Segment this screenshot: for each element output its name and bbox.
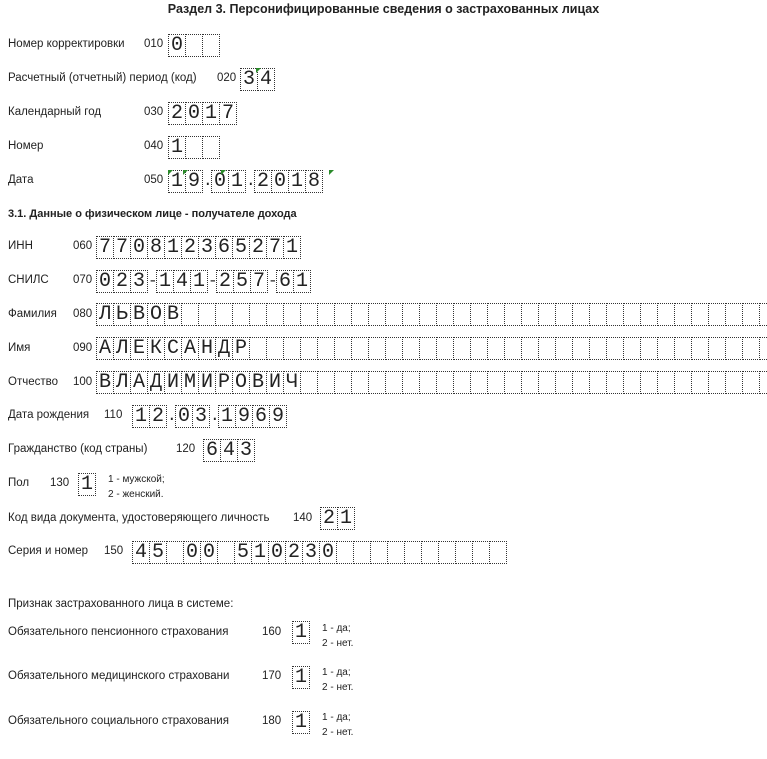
char-cell xyxy=(623,337,641,360)
char-cell xyxy=(725,337,743,360)
char-cell: Н xyxy=(198,337,216,360)
inn-label: ИНН xyxy=(8,240,33,252)
char-cell: А xyxy=(181,337,199,360)
char-cell xyxy=(742,337,760,360)
char-cell xyxy=(249,337,267,360)
snils-code: 070 xyxy=(73,274,93,286)
char-cell: 2 xyxy=(168,102,186,125)
char-cell: Р xyxy=(215,371,233,394)
char-cell: 1 xyxy=(292,621,310,644)
char-cell: 1 xyxy=(164,236,182,259)
char-cell: 3 xyxy=(130,270,148,293)
char-cell xyxy=(419,371,437,394)
char-cell: Ь xyxy=(113,303,131,326)
char-cell xyxy=(759,371,767,394)
snils-label: СНИЛС xyxy=(8,274,49,286)
soc-code: 180 xyxy=(262,715,282,727)
entry-mark xyxy=(221,170,226,175)
char-cell: 8 xyxy=(147,236,165,259)
char-cell: 7 xyxy=(266,236,284,259)
char-cell: 5 xyxy=(234,541,252,564)
char-cell xyxy=(404,541,422,564)
char-cell xyxy=(504,303,522,326)
char-cell xyxy=(385,303,403,326)
char-cell xyxy=(402,303,420,326)
char-cell xyxy=(300,303,318,326)
char-cell: К xyxy=(147,337,165,360)
period-code: 020 xyxy=(217,72,237,84)
char-cell xyxy=(487,303,505,326)
char-cell: 3 xyxy=(198,236,216,259)
char-cell xyxy=(419,303,437,326)
familiya-code: 080 xyxy=(73,308,93,320)
char-cell xyxy=(521,337,539,360)
pens-note-yes: 1 - да; xyxy=(322,623,351,634)
char-cell xyxy=(606,303,624,326)
char-cell xyxy=(419,337,437,360)
char-cell: И xyxy=(198,371,216,394)
char-cell xyxy=(217,541,235,564)
char-cell xyxy=(640,371,658,394)
char-cell xyxy=(402,371,420,394)
char-cell: 2 xyxy=(113,270,131,293)
char-cell xyxy=(334,371,352,394)
char-cell xyxy=(691,337,709,360)
char-cell xyxy=(589,303,607,326)
char-cell xyxy=(336,541,354,564)
char-cell: 4 xyxy=(220,439,238,462)
separator: - xyxy=(208,272,218,290)
grazhd-field[interactable] xyxy=(203,439,255,461)
separator: . xyxy=(210,407,220,425)
char-cell: С xyxy=(164,337,182,360)
char-cell: 6 xyxy=(203,439,221,462)
grazhd-label: Гражданство (код страны) xyxy=(8,443,148,455)
char-cell: 5 xyxy=(232,236,250,259)
char-cell xyxy=(368,303,386,326)
char-cell: 1 xyxy=(228,170,246,193)
char-cell xyxy=(538,303,556,326)
seriya-field[interactable] xyxy=(132,541,507,563)
seriya-label: Серия и номер xyxy=(8,545,89,557)
char-cell xyxy=(555,337,573,360)
char-cell xyxy=(202,34,220,57)
char-cell xyxy=(521,371,539,394)
snils-field[interactable] xyxy=(96,270,311,292)
pens-label: Обязательного пенсионного страхования xyxy=(8,626,229,638)
char-cell: 4 xyxy=(132,541,150,564)
char-cell xyxy=(402,337,420,360)
char-cell: 1 xyxy=(78,473,96,496)
char-cell: 1 xyxy=(337,507,355,530)
char-cell xyxy=(436,337,454,360)
char-cell xyxy=(759,303,767,326)
char-cell xyxy=(438,541,456,564)
familiya-field[interactable] xyxy=(96,303,767,325)
char-cell: 0 xyxy=(271,170,289,193)
char-cell xyxy=(283,337,301,360)
char-cell: 1 xyxy=(168,170,186,193)
god-label: Календарный год xyxy=(8,106,102,118)
char-cell xyxy=(353,541,371,564)
med-note-no: 2 - нет. xyxy=(322,682,354,693)
char-cell xyxy=(368,337,386,360)
char-cell xyxy=(334,303,352,326)
char-cell: 7 xyxy=(250,270,268,293)
char-cell xyxy=(725,303,743,326)
char-cell: 0 xyxy=(183,541,201,564)
seriya-code: 150 xyxy=(104,545,124,557)
char-cell: 1 xyxy=(293,270,311,293)
period-label: Расчетный (отчетный) период (код) xyxy=(8,72,197,84)
char-cell: 0 xyxy=(168,34,186,57)
char-cell: Д xyxy=(147,371,165,394)
soc-label: Обязательного социального страхования xyxy=(8,715,229,727)
char-cell xyxy=(589,371,607,394)
char-cell: В xyxy=(130,303,148,326)
med-note-yes: 1 - да; xyxy=(322,667,351,678)
char-cell xyxy=(606,371,624,394)
entry-mark xyxy=(183,170,188,175)
char-cell: Л xyxy=(96,303,114,326)
char-cell: 7 xyxy=(113,236,131,259)
char-cell xyxy=(708,303,726,326)
god-field[interactable] xyxy=(168,102,237,124)
char-cell: 3 xyxy=(237,439,255,462)
pens-field[interactable] xyxy=(292,621,310,643)
grazhd-code: 120 xyxy=(176,443,196,455)
data-field[interactable] xyxy=(168,170,323,192)
char-cell: 2 xyxy=(149,405,167,428)
char-cell xyxy=(657,337,675,360)
char-cell xyxy=(185,34,203,57)
char-cell: В xyxy=(164,303,182,326)
char-cell xyxy=(368,371,386,394)
korrektirovka-code: 010 xyxy=(144,38,164,50)
char-cell xyxy=(317,371,335,394)
char-cell xyxy=(436,371,454,394)
char-cell: 0 xyxy=(185,102,203,125)
char-cell: О xyxy=(232,371,250,394)
separator: - xyxy=(268,272,278,290)
char-cell: 2 xyxy=(216,270,234,293)
char-cell xyxy=(640,337,658,360)
med-label: Обязательного медицинского страховани xyxy=(8,670,230,682)
char-cell: 0 xyxy=(211,170,229,193)
char-cell xyxy=(674,371,692,394)
char-cell: 9 xyxy=(235,405,253,428)
imya-code: 090 xyxy=(73,342,93,354)
char-cell xyxy=(283,303,301,326)
char-cell: 7 xyxy=(96,236,114,259)
char-cell xyxy=(691,303,709,326)
imya-field[interactable] xyxy=(96,337,767,359)
doc-label: Код вида документа, удостоверяющего личность xyxy=(8,512,270,524)
korrektirovka-label: Номер корректировки xyxy=(8,38,125,50)
subsection-title: 3.1. Данные о физическом лице - получателе дохода xyxy=(8,208,297,220)
pol-label: Пол xyxy=(8,477,30,489)
char-cell: Л xyxy=(113,337,131,360)
char-cell: 2 xyxy=(285,541,303,564)
char-cell xyxy=(317,303,335,326)
char-cell xyxy=(504,371,522,394)
char-cell xyxy=(198,303,216,326)
char-cell xyxy=(674,337,692,360)
inn-field[interactable] xyxy=(96,236,301,258)
korrektirovka-field[interactable] xyxy=(168,34,220,56)
pol-note-1: 1 - мужской; xyxy=(108,474,165,485)
char-cell: 1 xyxy=(202,102,220,125)
inn-code: 060 xyxy=(73,240,93,252)
char-cell xyxy=(572,303,590,326)
char-cell xyxy=(487,371,505,394)
pol-code: 130 xyxy=(50,477,70,489)
char-cell xyxy=(742,303,760,326)
char-cell xyxy=(640,303,658,326)
nomer-field[interactable] xyxy=(168,136,220,158)
char-cell: 1 xyxy=(132,405,150,428)
char-cell xyxy=(521,303,539,326)
char-cell xyxy=(370,541,388,564)
entry-mark xyxy=(256,68,261,73)
char-cell xyxy=(181,303,199,326)
char-cell: 1 xyxy=(288,170,306,193)
char-cell xyxy=(421,541,439,564)
doc-code: 140 xyxy=(293,512,313,524)
char-cell: В xyxy=(249,371,267,394)
char-cell: 2 xyxy=(320,507,338,530)
soc-note-yes: 1 - да; xyxy=(322,712,351,723)
char-cell xyxy=(351,337,369,360)
pens-note-no: 2 - нет. xyxy=(322,638,354,649)
char-cell: 3 xyxy=(302,541,320,564)
entry-mark xyxy=(168,170,173,175)
char-cell: 9 xyxy=(185,170,203,193)
char-cell xyxy=(317,337,335,360)
char-cell xyxy=(708,371,726,394)
char-cell xyxy=(470,337,488,360)
separator: - xyxy=(148,272,158,290)
char-cell: М xyxy=(181,371,199,394)
char-cell: 2 xyxy=(254,170,272,193)
char-cell xyxy=(453,371,471,394)
soc-note-no: 2 - нет. xyxy=(322,727,354,738)
char-cell xyxy=(470,371,488,394)
char-cell xyxy=(202,136,220,159)
char-cell: 1 xyxy=(283,236,301,259)
char-cell xyxy=(266,337,284,360)
char-cell: 1 xyxy=(292,711,310,734)
char-cell xyxy=(691,371,709,394)
dr-code: 110 xyxy=(104,409,123,421)
char-cell xyxy=(387,541,405,564)
char-cell xyxy=(385,371,403,394)
char-cell xyxy=(725,371,743,394)
char-cell xyxy=(453,303,471,326)
char-cell: 1 xyxy=(168,136,186,159)
data-code: 050 xyxy=(144,174,164,186)
char-cell xyxy=(657,303,675,326)
char-cell: 6 xyxy=(252,405,270,428)
separator: . xyxy=(167,407,177,425)
data-label: Дата xyxy=(8,174,34,186)
char-cell xyxy=(555,303,573,326)
char-cell: 3 xyxy=(192,405,210,428)
char-cell: 1 xyxy=(292,666,310,689)
char-cell xyxy=(166,541,184,564)
char-cell xyxy=(385,337,403,360)
pol-field[interactable] xyxy=(78,473,96,495)
char-cell: 1 xyxy=(190,270,208,293)
char-cell xyxy=(453,337,471,360)
char-cell xyxy=(215,303,233,326)
char-cell xyxy=(489,541,507,564)
char-cell: 0 xyxy=(268,541,286,564)
char-cell: 6 xyxy=(215,236,233,259)
char-cell xyxy=(504,337,522,360)
char-cell: В xyxy=(96,371,114,394)
dr-field[interactable] xyxy=(132,405,287,427)
char-cell xyxy=(623,303,641,326)
char-cell xyxy=(674,303,692,326)
char-cell: О xyxy=(147,303,165,326)
char-cell xyxy=(759,337,767,360)
char-cell: 9 xyxy=(269,405,287,428)
char-cell xyxy=(266,303,284,326)
char-cell xyxy=(300,371,318,394)
separator: . xyxy=(203,172,213,190)
char-cell: Р xyxy=(232,337,250,360)
char-cell: 7 xyxy=(219,102,237,125)
char-cell: Ч xyxy=(283,371,301,394)
char-cell: 6 xyxy=(276,270,294,293)
separator: . xyxy=(246,172,256,190)
entry-mark xyxy=(329,170,334,175)
char-cell xyxy=(606,337,624,360)
otchestvo-code: 100 xyxy=(73,376,93,388)
char-cell xyxy=(572,371,590,394)
char-cell xyxy=(538,337,556,360)
nomer-label: Номер xyxy=(8,140,44,152)
char-cell xyxy=(351,371,369,394)
char-cell xyxy=(455,541,473,564)
char-cell: Д xyxy=(215,337,233,360)
otchestvo-label: Отчество xyxy=(8,376,58,388)
char-cell: Л xyxy=(113,371,131,394)
med-field[interactable] xyxy=(292,666,310,688)
char-cell: 2 xyxy=(249,236,267,259)
char-cell: 1 xyxy=(156,270,174,293)
char-cell: 1 xyxy=(218,405,236,428)
char-cell: А xyxy=(130,371,148,394)
char-cell: 3 xyxy=(240,68,258,91)
med-code: 170 xyxy=(262,670,282,682)
familiya-label: Фамилия xyxy=(8,308,57,320)
god-code: 030 xyxy=(144,106,164,118)
char-cell: И xyxy=(266,371,284,394)
char-cell: 5 xyxy=(149,541,167,564)
char-cell xyxy=(657,371,675,394)
imya-label: Имя xyxy=(8,342,31,354)
char-cell: 0 xyxy=(319,541,337,564)
char-cell xyxy=(436,303,454,326)
char-cell: 4 xyxy=(257,68,275,91)
char-cell: 5 xyxy=(233,270,251,293)
char-cell xyxy=(249,303,267,326)
pol-note-2: 2 - женский. xyxy=(108,489,164,500)
char-cell xyxy=(538,371,556,394)
char-cell: 4 xyxy=(173,270,191,293)
char-cell: 0 xyxy=(130,236,148,259)
priznak-heading: Признак застрахованного лица в системе: xyxy=(8,598,234,610)
char-cell xyxy=(334,337,352,360)
nomer-code: 040 xyxy=(144,140,164,152)
char-cell: 0 xyxy=(200,541,218,564)
char-cell xyxy=(589,337,607,360)
char-cell xyxy=(708,337,726,360)
char-cell xyxy=(232,303,250,326)
char-cell xyxy=(351,303,369,326)
char-cell: 0 xyxy=(96,270,114,293)
pens-code: 160 xyxy=(262,626,282,638)
char-cell: 8 xyxy=(305,170,323,193)
char-cell: Е xyxy=(130,337,148,360)
char-cell xyxy=(470,303,488,326)
char-cell: 0 xyxy=(175,405,193,428)
section-title: Раздел 3. Персонифицированные сведения о застрахованных лицах xyxy=(167,2,600,16)
char-cell: А xyxy=(96,337,114,360)
char-cell xyxy=(623,371,641,394)
char-cell xyxy=(300,337,318,360)
doc-field[interactable] xyxy=(320,507,355,529)
char-cell xyxy=(555,371,573,394)
char-cell: 2 xyxy=(181,236,199,259)
char-cell: И xyxy=(164,371,182,394)
dr-label: Дата рождения xyxy=(8,409,90,421)
otchestvo-field[interactable] xyxy=(96,371,767,393)
char-cell: 1 xyxy=(251,541,269,564)
char-cell xyxy=(487,337,505,360)
soc-field[interactable] xyxy=(292,711,310,733)
char-cell xyxy=(472,541,490,564)
char-cell xyxy=(572,337,590,360)
char-cell xyxy=(742,371,760,394)
char-cell xyxy=(185,136,203,159)
